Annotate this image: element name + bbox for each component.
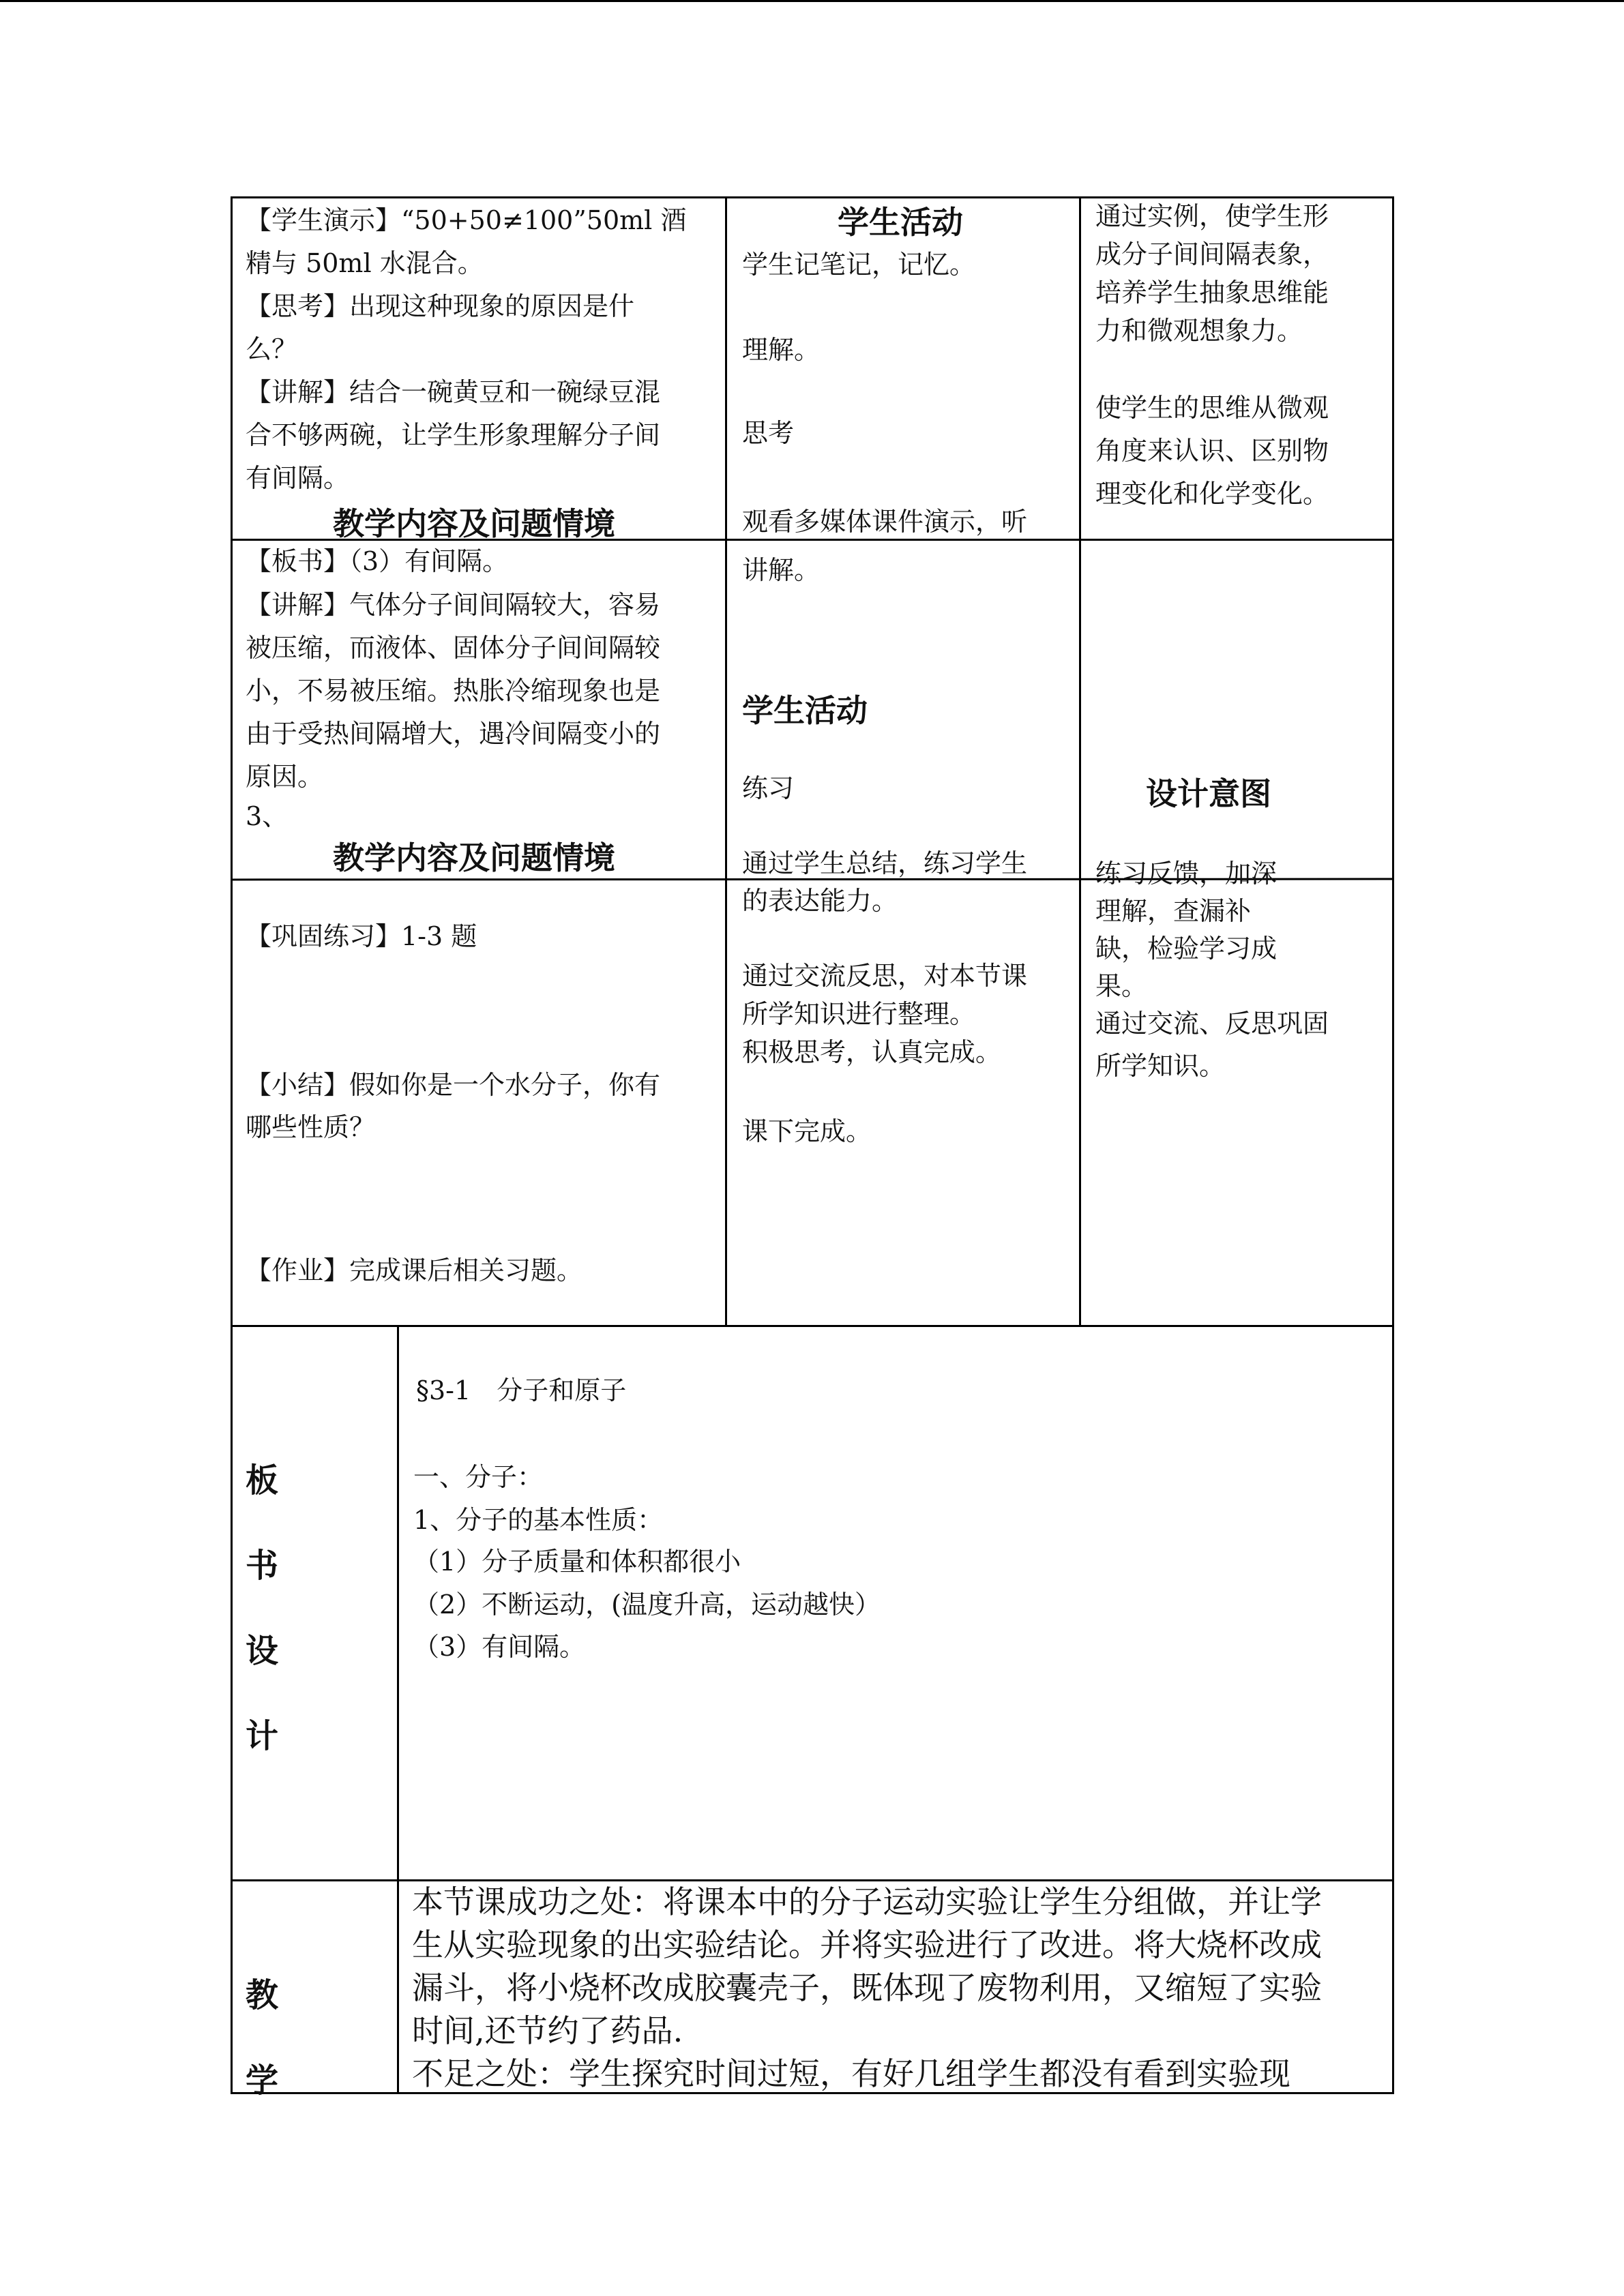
row1-content-line: 么？ bbox=[246, 334, 298, 364]
row1-intent-line: 角度来认识、区别物 bbox=[1095, 436, 1329, 466]
row1-content-line: 有间隔。 bbox=[246, 463, 350, 493]
row1-activity-line: 观看多媒体课件演示，听 bbox=[742, 507, 1028, 537]
row1-intent-line: 理变化和化学变化。 bbox=[1095, 479, 1329, 509]
row3-intent-line: 缺，检验学习成 bbox=[1095, 934, 1278, 964]
row2-content-line: 小，不易被压缩。热胀冷缩现象也是 bbox=[246, 676, 661, 706]
row1-intent-line: 培养学生抽象思维能 bbox=[1095, 278, 1329, 308]
row2-activity-line: 讲解。 bbox=[742, 555, 821, 585]
row1-intent-line: 通过实例，使学生形 bbox=[1095, 201, 1329, 231]
row1-activity-line: 思考 bbox=[742, 418, 795, 448]
activity-column-heading: 学生活动 bbox=[838, 204, 963, 241]
reflection-line: 漏斗，将小烧杯改成胶囊壳子，既体现了废物利用，又缩短了实验 bbox=[412, 1969, 1322, 2006]
col-divider-2 bbox=[1079, 196, 1081, 1327]
table-border-right bbox=[1392, 196, 1394, 2093]
row2-activity-line: 通过学生总结，练习学生 bbox=[742, 848, 1028, 878]
row2-content-line: 3、 bbox=[246, 801, 289, 831]
label-col-divider bbox=[397, 1325, 399, 2093]
row3-activity-line: 的表达能力。 bbox=[742, 886, 898, 916]
row2-content-line: 由于受热间隔增大，遇冷间隔变小的 bbox=[246, 719, 661, 749]
row3-activity-line: 课下完成。 bbox=[742, 1116, 872, 1146]
row3-content-line: 【作业】完成课后相关习题。 bbox=[246, 1255, 583, 1285]
row1-content-line: 【思考】出现这种现象的原因是什 bbox=[246, 291, 635, 321]
col-divider-1 bbox=[725, 196, 727, 1327]
reflection-label-char: 学 bbox=[246, 2061, 279, 2100]
row2-content-line: 被压缩，而液体、固体分子间间隔较 bbox=[246, 633, 661, 663]
row-divider-3 bbox=[231, 1325, 1394, 1327]
row3-activity-line: 通过交流反思，对本节课 bbox=[742, 961, 1028, 991]
table-border-left bbox=[231, 196, 233, 2093]
row3-intent-line: 果。 bbox=[1095, 971, 1148, 1001]
row1-intent-line: 成分子间间隔表象， bbox=[1095, 239, 1329, 269]
row3-intent-line: 理解，查漏补 bbox=[1095, 896, 1252, 926]
intent-column-heading: 设计意图 bbox=[1146, 775, 1271, 812]
row3-intent-line: 通过交流、反思巩固 bbox=[1095, 1009, 1329, 1039]
row1-activity-line: 学生记笔记，记忆。 bbox=[742, 250, 976, 280]
row2-activity-line: 练习 bbox=[742, 773, 795, 803]
row3-activity-line: 所学知识进行整理。 bbox=[742, 999, 976, 1029]
reflection-line: 不足之处：学生探究时间过短，有好几组学生都没有看到实验现 bbox=[412, 2055, 1290, 2092]
row3-activity-line: 积极思考，认真完成。 bbox=[742, 1037, 1002, 1067]
reflection-line: 时间,还节约了药品. bbox=[412, 2012, 683, 2049]
row1-intent-line: 使学生的思维从微观 bbox=[1095, 393, 1329, 423]
row1-content-line: 【讲解】结合一碗黄豆和一碗绿豆混 bbox=[246, 377, 661, 407]
row2-content-line: 【板书】（3）有间隔。 bbox=[246, 546, 509, 576]
board-design-line: （3）有间隔。 bbox=[413, 1632, 586, 1662]
row1-activity-line: 理解。 bbox=[742, 335, 821, 365]
row3-content-line: 【小结】假如你是一个水分子，你有 bbox=[246, 1070, 661, 1100]
reflection-label-char: 教 bbox=[246, 1976, 279, 2014]
board-design-line: 1、分子的基本性质： bbox=[413, 1505, 664, 1535]
reflection-line: 生从实验现象的出实验结论。并将实验进行了改进。将大烧杯改成 bbox=[412, 1926, 1322, 1963]
board-design-label-char: 计 bbox=[246, 1717, 279, 1755]
board-design-label-char: 设 bbox=[246, 1632, 279, 1670]
reflection-line: 本节课成功之处：将课本中的分子运动实验让学生分组做，并让学 bbox=[412, 1883, 1322, 1920]
board-design-line: （1）分子质量和体积都很小 bbox=[413, 1547, 741, 1577]
row3-content-line: 哪些性质？ bbox=[246, 1112, 376, 1142]
row2-content-line: 【讲解】气体分子间间隔较大，容易 bbox=[246, 590, 661, 620]
board-design-line: 一、分子： bbox=[413, 1462, 544, 1492]
row1-content-line: 精与 50ml 水混合。 bbox=[246, 248, 484, 278]
row1-content-line: 合不够两碗，让学生形象理解分子间 bbox=[246, 420, 661, 450]
board-design-title: §3-1 分子和原子 bbox=[416, 1375, 627, 1405]
board-design-line: （2）不断运动，(温度升高，运动越快） bbox=[413, 1590, 881, 1620]
activity-column-heading: 学生活动 bbox=[742, 692, 868, 729]
board-design-label-char: 板 bbox=[246, 1461, 279, 1500]
page-top-border bbox=[0, 0, 1624, 2]
row1-intent-line: 力和微观想象力。 bbox=[1095, 316, 1303, 346]
row3-intent-line: 所学知识。 bbox=[1095, 1051, 1226, 1081]
board-design-label-char: 书 bbox=[246, 1547, 279, 1585]
row1-content-line: 【学生演示】“50+50≠100”50ml 酒 bbox=[246, 205, 687, 235]
row3-content-line: 【巩固练习】1-3 题 bbox=[246, 921, 477, 951]
row2-content-line: 原因。 bbox=[246, 762, 324, 792]
content-column-heading: 教学内容及问题情境 bbox=[333, 839, 615, 876]
content-column-heading: 教学内容及问题情境 bbox=[333, 505, 615, 542]
row3-intent-line: 练习反馈，加深 bbox=[1095, 859, 1278, 889]
